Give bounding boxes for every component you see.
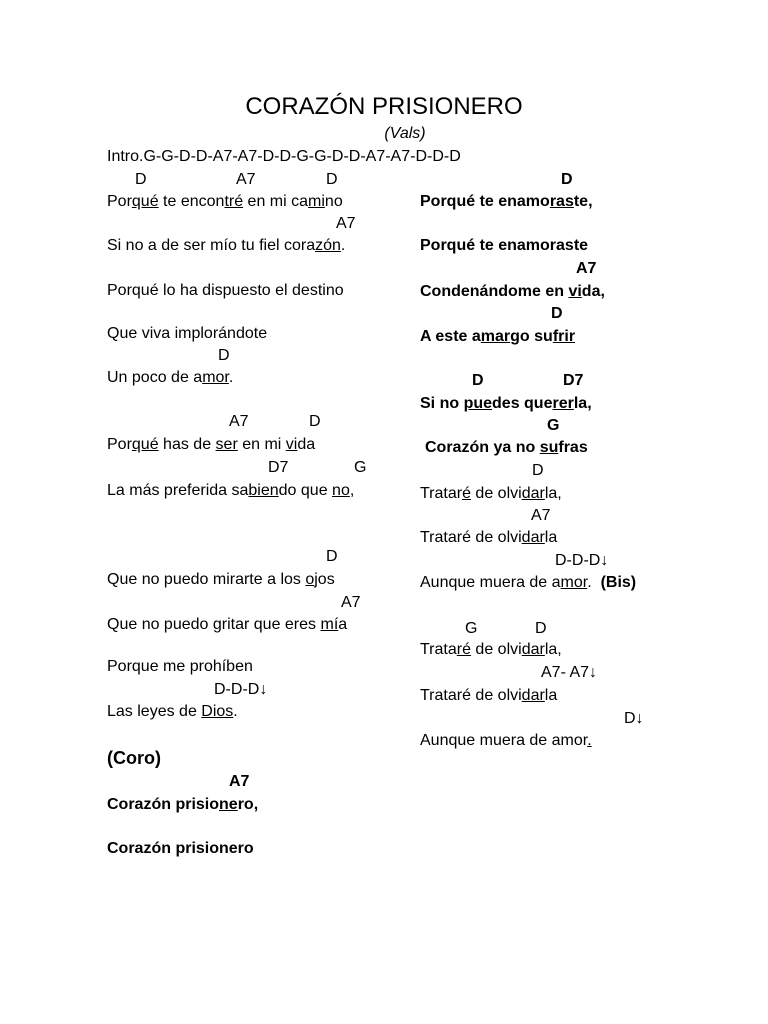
lyric-text: Porqué lo ha dispuesto el destino (107, 282, 344, 299)
lyric-line-l14 (268, 458, 288, 478)
lyric-text: Por (107, 193, 132, 210)
underlined-syllable: rer (552, 395, 574, 412)
lyric-text: jos (314, 571, 335, 588)
lyric-text: . (228, 369, 234, 386)
lyric-text: la (544, 529, 558, 546)
lyric-text: de olvi (470, 641, 522, 658)
underlined-syllable: mi (308, 193, 325, 210)
underlined-syllable: dar (521, 529, 545, 546)
lyric-text: Que no puedo gritar que eres (107, 616, 321, 633)
lyric-text: D7 (563, 372, 584, 389)
lyric-line-l2 (236, 170, 256, 190)
underlined-syllable: pue (463, 395, 493, 412)
lyric-text: en mi (237, 436, 286, 453)
lyric-text: D (309, 413, 321, 430)
lyric-text: da (297, 436, 316, 453)
lyric-line-l8 (107, 324, 267, 344)
lyric-text: Un poco de a (107, 369, 203, 386)
lyric-text: Porqué te enamo (420, 193, 550, 210)
underlined-syllable: qué (131, 193, 159, 210)
lyric-line-l3 (326, 170, 338, 190)
lyric-text: fras (558, 439, 588, 456)
lyric-text: La más preferida sa (107, 482, 249, 499)
underlined-syllable: é (462, 485, 471, 502)
lyric-line-l25 (229, 772, 249, 792)
lyric-line-r12 (425, 438, 588, 458)
lyric-line-r11 (547, 416, 559, 436)
lyric-text: A7 (531, 507, 551, 524)
lyric-text: Aunque muera de amor (420, 732, 588, 749)
underlined-syllable: mí (320, 616, 339, 633)
lyric-line-r7 (420, 327, 575, 347)
lyric-text: A7 (236, 171, 256, 188)
lyric-text: ro, (237, 796, 259, 813)
underlined-syllable: vi (568, 283, 582, 300)
lyric-line-l23 (107, 702, 238, 722)
intro-line: Intro.G-G-D-D-A7-A7-D-D-G-G-D-D-A7-A7-D-D-D (107, 148, 461, 165)
underlined-syllable: o (305, 571, 315, 588)
lyric-line-r9 (563, 371, 583, 391)
lyric-text: D (326, 171, 338, 188)
lyric-text: A7 (229, 773, 250, 790)
lyric-text: des que (492, 395, 553, 412)
lyric-line-r4 (576, 259, 596, 279)
lyric-text: . (233, 703, 238, 720)
lyric-line-l17 (326, 547, 338, 567)
underlined-syllable: mor (202, 369, 229, 386)
lyric-text: Porqué te enamoraste (420, 237, 589, 254)
lyric-text: D (135, 171, 147, 188)
lyric-text: en mi ca (243, 193, 309, 210)
lyric-text: Tratar (420, 485, 463, 502)
underlined-syllable: zón (315, 237, 341, 254)
lyric-text: (Coro) (107, 748, 161, 768)
underlined-syllable: bien (248, 482, 279, 499)
lyric-text: Trataré de olvi (420, 687, 522, 704)
lyric-text: la, (544, 485, 562, 502)
lyric-text: D↓ (624, 710, 644, 727)
lyric-line-l27 (107, 839, 254, 859)
underlined-syllable: dar (521, 687, 545, 704)
lyric-text: Aunque muera de a (420, 574, 561, 591)
lyric-text: D (472, 372, 484, 389)
lyric-line-r5 (420, 282, 605, 302)
lyric-text: D (326, 548, 338, 565)
lyric-text: A7 (576, 260, 597, 277)
lyric-line-l9 (218, 346, 230, 366)
lyric-line-l15 (354, 458, 366, 478)
underlined-syllable: qué (131, 436, 159, 453)
song-title: CORAZÓN PRISIONERO (245, 93, 523, 120)
lyric-text: has de (158, 436, 216, 453)
lyric-line-r21 (420, 640, 562, 660)
lyric-text: Corazón prisio (107, 796, 220, 813)
underlined-syllable: . (587, 732, 592, 749)
lyric-text: D (551, 305, 563, 322)
lyric-text: A7 (336, 215, 356, 232)
lyric-line-l20 (107, 615, 347, 635)
lyric-line-r3 (420, 236, 588, 256)
lyric-line-r20 (535, 619, 547, 639)
lyric-line-r19 (465, 619, 477, 639)
underlined-syllable: no (332, 482, 350, 499)
lyric-text: la, (573, 395, 592, 412)
lyric-text: D (561, 171, 573, 188)
lyric-text: A7 (229, 413, 249, 430)
lyric-text: de olvi (470, 485, 522, 502)
lyric-line-l5 (336, 214, 356, 234)
lyric-line-l6 (107, 236, 345, 256)
lyric-line-r18 (420, 573, 636, 593)
lyric-line-r1 (561, 170, 573, 190)
lyric-text: D (218, 347, 230, 364)
lyric-text: A7- A7↓ (541, 664, 598, 681)
lyric-line-l24 (107, 748, 161, 768)
lyric-line-r16 (420, 528, 557, 548)
lyric-line-r24 (624, 709, 644, 729)
underlined-syllable: ras (549, 193, 574, 210)
lyric-text: (Bis) (600, 574, 637, 591)
lyric-line-r6 (551, 304, 563, 324)
lyric-line-r2 (420, 192, 593, 212)
lyric-line-r17 (555, 551, 608, 571)
lyric-line-l11 (229, 412, 249, 432)
lyric-text: Corazón prisionero (107, 840, 254, 857)
lyric-line-l16 (107, 481, 354, 501)
lyric-line-r15 (531, 506, 551, 526)
lyric-text: Que no puedo mirarte a los (107, 571, 306, 588)
lyric-text: . (587, 574, 601, 591)
song-subtitle: (Vals) (384, 125, 426, 142)
lyric-line-l19 (341, 593, 361, 613)
lyric-line-l10 (107, 368, 233, 388)
underlined-syllable: ne (219, 796, 238, 813)
lyric-text: Que viva implorándote (107, 325, 268, 342)
lyric-text: go su (510, 328, 553, 345)
lyric-line-l18 (107, 570, 335, 590)
lyric-line-r14 (420, 484, 562, 504)
lyric-text: G (547, 417, 560, 434)
underlined-syllable: vi (285, 436, 298, 453)
underlined-syllable: tré (224, 193, 244, 210)
lyric-text: A7 (341, 594, 361, 611)
lyric-text: D (532, 462, 544, 479)
underlined-syllable: mar (480, 328, 511, 345)
lyric-line-r23 (420, 686, 557, 706)
lyric-line-l4 (107, 192, 343, 212)
lyric-text: do que (278, 482, 333, 499)
underlined-syllable: frir (552, 328, 576, 345)
lyric-text: D-D-D↓ (214, 681, 268, 698)
lyric-text: D-D-D↓ (555, 552, 609, 569)
lyric-text: te encon (158, 193, 225, 210)
underlined-syllable: dar (521, 641, 545, 658)
lyric-line-l12 (309, 412, 321, 432)
lyric-line-r13 (532, 461, 544, 481)
lyric-text: no (324, 193, 343, 210)
lyric-text: . (340, 237, 346, 254)
lyric-text: a (338, 616, 348, 633)
lyric-text: Trataré de olvi (420, 529, 522, 546)
underlined-syllable: Dios (201, 703, 234, 720)
lyric-text: Si no (420, 395, 464, 412)
underlined-syllable: ré (456, 641, 471, 658)
lyric-text: Si no a de ser mío tu fiel cora (107, 237, 316, 254)
lyric-text: , (349, 482, 355, 499)
lyric-text: D7 (268, 459, 289, 476)
lyric-line-l22 (214, 680, 267, 700)
underlined-syllable: ser (215, 436, 238, 453)
lyric-text: la (544, 687, 558, 704)
lyric-text: A este a (420, 328, 481, 345)
lyric-line-r22 (541, 663, 597, 683)
lyric-text: G (354, 459, 367, 476)
underlined-syllable: su (539, 439, 559, 456)
underlined-syllable: dar (521, 485, 545, 502)
lyric-line-l1 (135, 170, 147, 190)
lyric-line-l21 (107, 657, 253, 677)
lyric-line-r10 (420, 394, 592, 414)
lyric-line-l13 (107, 435, 315, 455)
lyric-text: Corazón ya no (425, 439, 540, 456)
lyric-line-l7 (107, 281, 344, 301)
lyric-line-r25 (420, 731, 592, 751)
lyric-text: te, (573, 193, 593, 210)
lyric-line-r8 (472, 371, 484, 391)
lyric-text: Las leyes de (107, 703, 202, 720)
lyric-text: D (535, 620, 547, 637)
lyric-text: Condenándome en (420, 283, 569, 300)
lyric-line-l26 (107, 795, 258, 815)
lyric-text: la, (544, 641, 562, 658)
lyric-text: Por (107, 436, 132, 453)
underlined-syllable: mor (560, 574, 588, 591)
lyric-text: G (465, 620, 478, 637)
lyric-text: Porque me prohíben (107, 658, 253, 675)
lyric-text: da, (581, 283, 605, 300)
lyric-text: Trata (420, 641, 457, 658)
